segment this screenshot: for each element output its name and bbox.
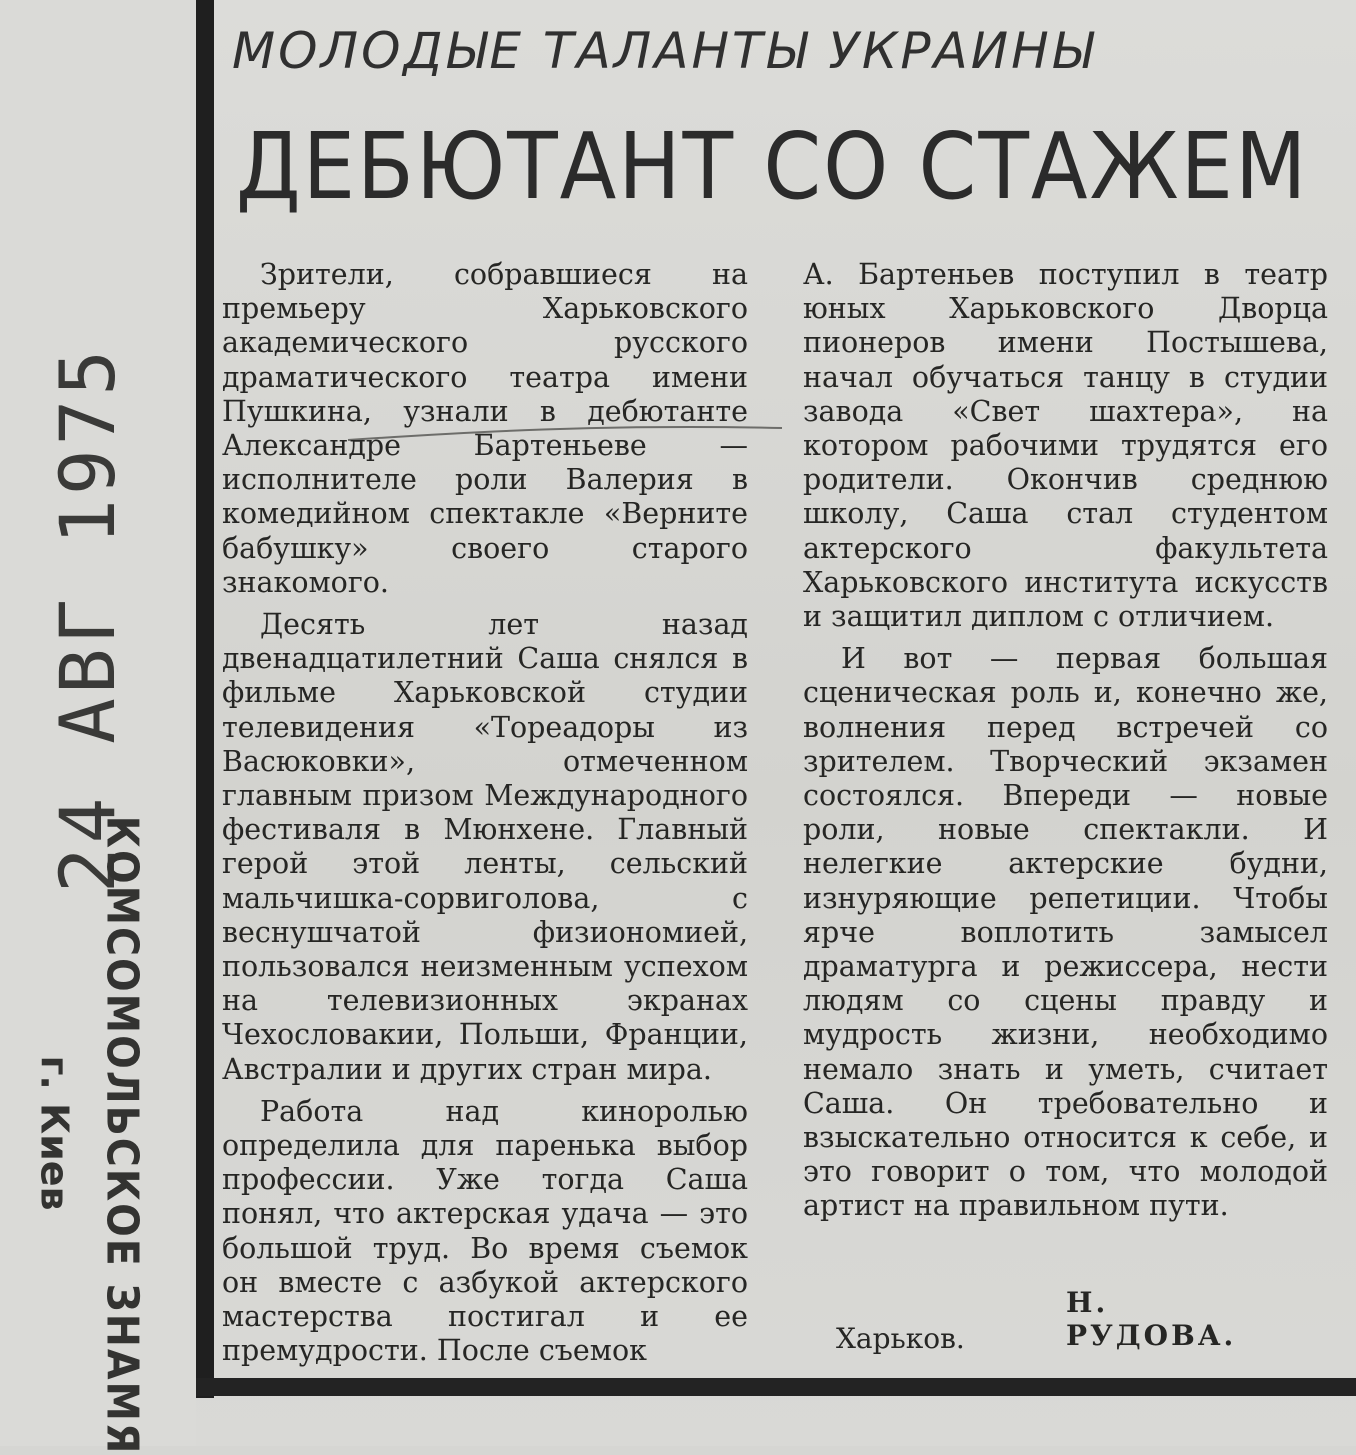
article-dateline: Харьков. (836, 1322, 965, 1355)
source-name: КОМСОМОЛЬСКОЕ ЗНАМЯ (96, 815, 148, 1455)
paragraph: И вот — первая большая сценическая роль и, конечно же, волнения перед встречей со зрителем. Творческий экзамен состоялся. Впереди — новые роли, новые спектакли. И нелегкие актерские будни, изнуряющие репетиции. Чтобы ярче воплотить замысел драматурга и режиссера, нести людям со сцены правду и мудрость жизни, необходимо немало знать и уметь, считает Саша. Он требовательно и взыскательно относится к себе, и это говорит о том, что молодой артист на правильном пути. (803, 642, 1328, 1223)
article-column-1 (222, 258, 748, 1369)
clipping-border-left (196, 0, 214, 1398)
paragraph: Десять лет назад двенадцатилетний Саша снялся в фильме Харьковской студии телевидения «Тореадоры из Васюковки», отмеченном главным призом Международного фестиваля в Мюнхене. Главный герой этой ленты, сельский мальчишка-сорвиголова, с веснушчатой физиономией, пользовался неизменным успехом на телевизионных экранах Чехословакии, Польши, Франции, Австралии и других стран мира. (222, 608, 748, 1086)
article-headline: ДЕБЮТАНТ СО СТАЖЕМ (236, 113, 1309, 220)
date-stamp-text: 24 АВГ 1975 (43, 345, 133, 893)
paragraph: Зрители, собравшиеся на премьеру Харьковского академического русского драматического театра имени Пушкина, узнали в дебютанте Александре Бартеньеве — исполнителе роли Валерия в комедийном спектакле «Верните бабушку» своего старого знакомого. (222, 258, 748, 599)
source-city: г. Киев (33, 1055, 77, 1211)
clipping-border-bottom (196, 1378, 1356, 1396)
paragraph: А. Бартеньев поступил в театр юных Харьковского Дворца пионеров имени Постышева, начал обучаться танцу в студии завода «Свет шахтера», на котором рабочими трудятся его родители. Окончив среднюю школу, Саша стал студентом актерского факультета Харьковского института искусств и защитил диплом с отличием. (803, 258, 1328, 634)
author-byline: Н. РУДОВА. (1066, 1286, 1237, 1352)
source-city-wrap (30, 1048, 80, 1218)
source-name-wrap (96, 815, 148, 1455)
article-column-2 (803, 258, 1328, 1224)
paragraph: Работа над киноролью определила для паренька выбор профессии. Уже тогда Саша понял, что актерская удача — это большой труд. Во время съемок он вместе с азбукой актерского мастерства постигал и ее премудрости. После съемок (222, 1094, 748, 1368)
date-stamp (28, 345, 148, 893)
rubric-title: МОЛОДЫЕ ТАЛАНТЫ УКРАИНЫ (232, 22, 1096, 80)
